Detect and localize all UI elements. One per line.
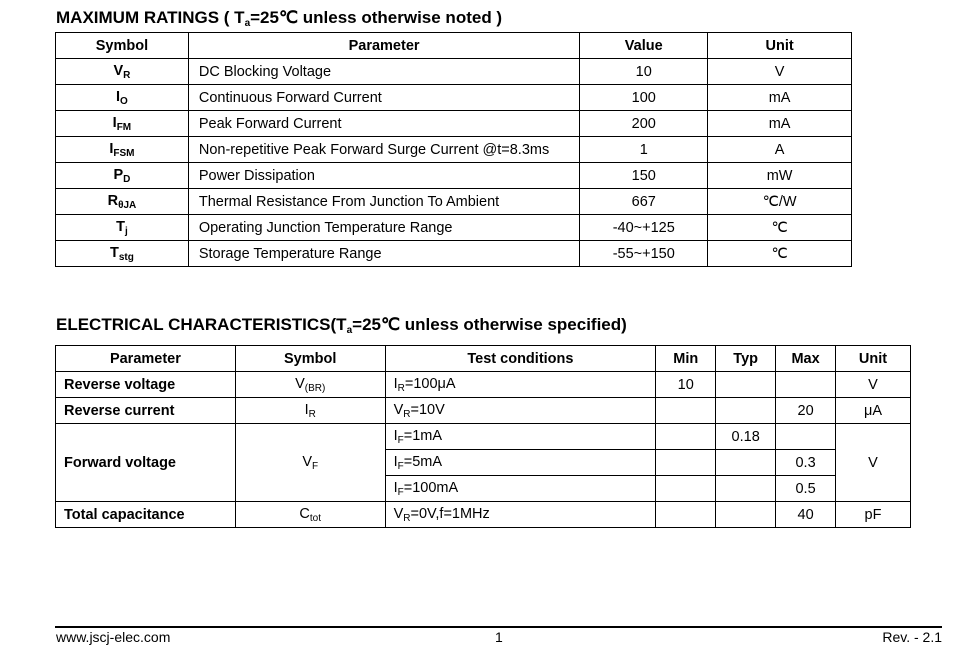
value-cell: 10 <box>580 59 708 85</box>
unit-cell: μA <box>836 398 911 424</box>
symbol-cell: $V_R$ <box>56 59 189 85</box>
test-condition-cell: $I_R=100\mu A$ <box>385 372 656 398</box>
symbol-cell: $I_R$ <box>235 398 385 424</box>
parameter-cell: Continuous Forward Current <box>188 85 579 111</box>
table-header-row <box>56 33 852 59</box>
parameter-cell: Operating Junction Temperature Range <box>188 215 579 241</box>
min-cell <box>656 476 716 502</box>
max-cell: 0.3 <box>776 450 836 476</box>
symbol-cell: $V_F$ <box>235 424 385 502</box>
table-row <box>56 372 911 398</box>
col-header-typ: Typ <box>716 346 776 372</box>
unit-cell: pF <box>836 502 911 528</box>
test-condition-cell: $I_F=5mA$ <box>385 450 656 476</box>
max-cell <box>776 372 836 398</box>
symbol-cell: $T_{stg}$ <box>56 241 189 267</box>
electrical-table <box>55 345 911 528</box>
symbol-cell: $P_D$ <box>56 163 189 189</box>
parameter-cell: DC Blocking Voltage <box>188 59 579 85</box>
col-header-max: Max <box>776 346 836 372</box>
typ-cell <box>716 502 776 528</box>
value-cell: 100 <box>580 85 708 111</box>
parameter-cell: Peak Forward Current <box>188 111 579 137</box>
unit-cell: ℃ <box>708 241 852 267</box>
test-condition-cell: $V_R=10V$ <box>385 398 656 424</box>
symbol-cell: $R_{\theta JA}$ <box>56 189 189 215</box>
table-row <box>56 59 852 85</box>
unit-cell: V <box>836 424 911 502</box>
min-cell <box>656 502 716 528</box>
typ-cell: 0.18 <box>716 424 776 450</box>
unit-cell: ℃ <box>708 215 852 241</box>
value-cell: -55~+150 <box>580 241 708 267</box>
symbol-cell: $C_{tot}$ <box>235 502 385 528</box>
col-header-parameter: Parameter <box>56 346 236 372</box>
symbol-cell: $V_{(BR)}$ <box>235 372 385 398</box>
unit-cell: A <box>708 137 852 163</box>
unit-cell: ℃/W <box>708 189 852 215</box>
parameter-cell: Thermal Resistance From Junction To Ambient <box>188 189 579 215</box>
parameter-cell: Reverse voltage <box>56 372 236 398</box>
symbol-cell: $I_{FSM}$ <box>56 137 189 163</box>
table-row <box>56 137 852 163</box>
typ-cell <box>716 450 776 476</box>
test-condition-cell: $I_F=1mA$ <box>385 424 656 450</box>
footer-website: www.jscj-elec.com <box>56 629 171 645</box>
unit-cell: mW <box>708 163 852 189</box>
typ-cell <box>716 372 776 398</box>
max-cell: 20 <box>776 398 836 424</box>
col-header-test-conditions: Test conditions <box>385 346 656 372</box>
footer-page-number: 1 <box>495 629 503 645</box>
max-cell <box>776 424 836 450</box>
table-row <box>56 85 852 111</box>
footer-divider <box>55 626 942 628</box>
value-cell: -40~+125 <box>580 215 708 241</box>
min-cell <box>656 450 716 476</box>
test-condition-cell: $I_F=100mA$ <box>385 476 656 502</box>
typ-cell <box>716 476 776 502</box>
value-cell: 200 <box>580 111 708 137</box>
table-row <box>56 424 911 450</box>
value-cell: 667 <box>580 189 708 215</box>
value-cell: 1 <box>580 137 708 163</box>
col-header-min: Min <box>656 346 716 372</box>
col-header-symbol: Symbol <box>56 33 189 59</box>
unit-cell: V <box>708 59 852 85</box>
max-cell: 0.5 <box>776 476 836 502</box>
table-row <box>56 215 852 241</box>
table-row <box>56 241 852 267</box>
symbol-cell: $I_O$ <box>56 85 189 111</box>
table-row <box>56 398 911 424</box>
max-ratings-title: MAXIMUM RATINGS ( $T_a=25℃$ unless otherwise noted ) <box>56 8 503 29</box>
table-row <box>56 163 852 189</box>
max-ratings-table <box>55 32 852 267</box>
parameter-cell: Power Dissipation <box>188 163 579 189</box>
parameter-cell: Reverse current <box>56 398 236 424</box>
min-cell <box>656 424 716 450</box>
symbol-cell: $I_{FM}$ <box>56 111 189 137</box>
footer-revision: Rev. - 2.1 <box>882 629 942 645</box>
table-row <box>56 189 852 215</box>
unit-cell: mA <box>708 111 852 137</box>
parameter-cell: Forward voltage <box>56 424 236 502</box>
max-cell: 40 <box>776 502 836 528</box>
col-header-symbol: Symbol <box>235 346 385 372</box>
parameter-cell: Total capacitance <box>56 502 236 528</box>
table-header-row <box>56 346 911 372</box>
parameter-cell: Storage Temperature Range <box>188 241 579 267</box>
min-cell <box>656 398 716 424</box>
electrical-title: ELECTRICAL $CHARACTERISTICS(T_a=25℃$ unless otherwise specified) <box>56 315 627 336</box>
col-header-unit: Unit <box>836 346 911 372</box>
min-cell: 10 <box>656 372 716 398</box>
table-row <box>56 111 852 137</box>
test-condition-cell: $V_R=0V,f=1MHz$ <box>385 502 656 528</box>
parameter-cell: Non-repetitive Peak Forward Surge Current @t=8.3ms <box>188 137 579 163</box>
unit-cell: mA <box>708 85 852 111</box>
col-header-parameter: Parameter <box>188 33 579 59</box>
col-header-unit: Unit <box>708 33 852 59</box>
unit-cell: V <box>836 372 911 398</box>
value-cell: 150 <box>580 163 708 189</box>
typ-cell <box>716 398 776 424</box>
symbol-cell: $T_j$ <box>56 215 189 241</box>
col-header-value: Value <box>580 33 708 59</box>
table-row <box>56 502 911 528</box>
